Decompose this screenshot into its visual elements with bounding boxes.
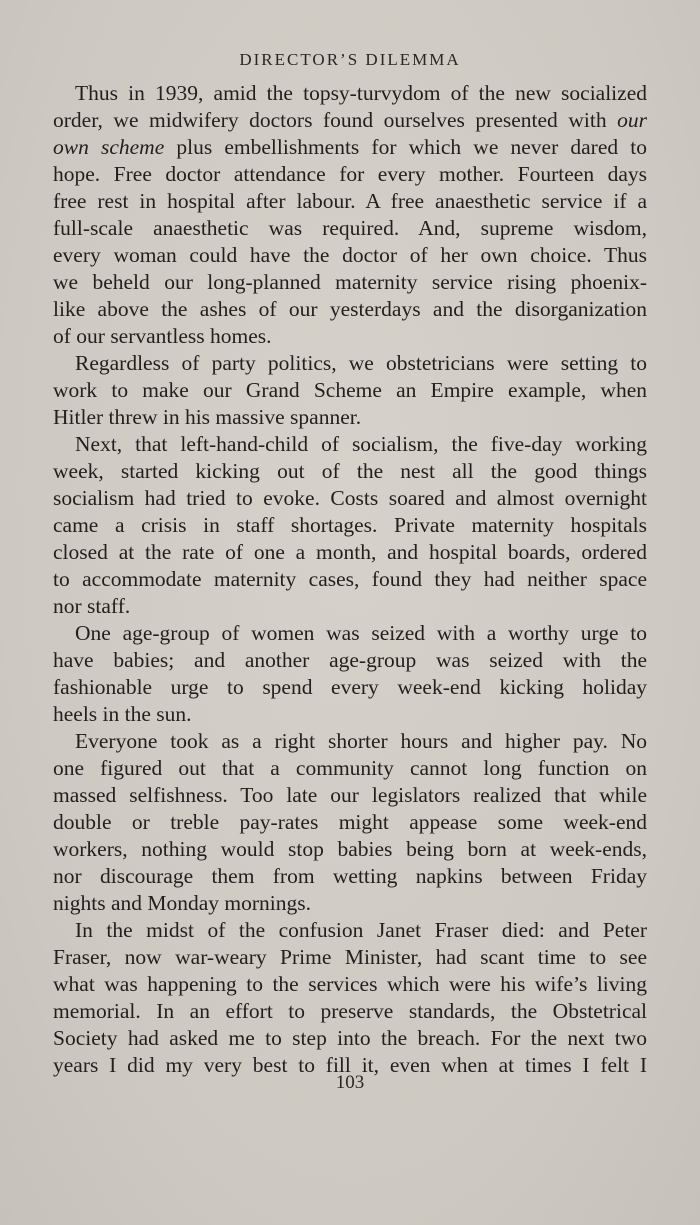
text-line: work to make our Grand Scheme an Empire example, when [53,378,647,402]
italic-phrase: our [617,108,647,132]
text-line: Regardless of party politics, we obstetricians were setting to [75,351,647,375]
text-line: we beheld our long-planned maternity service rising phoenix- [53,270,647,294]
text-line: double or treble pay-rates might appease some week-end [53,810,647,834]
text-line: free rest in hospital after labour. A free anaesthetic service if a [53,189,647,213]
text-line: workers, nothing would stop babies being born at week-ends, [53,837,647,861]
text-line: full-scale anaesthetic was required. And, supreme wisdom, [53,216,647,240]
text-line: nor staff. [53,594,131,618]
text-line: massed selfishness. Too late our legislators realized that while [53,783,647,807]
text-line: to accommodate maternity cases, found they had neither space [53,567,647,591]
text-line: came a crisis in staff shortages. Private maternity hospitals [53,513,647,537]
text-line: hope. Free doctor attendance for every mother. Fourteen days [53,162,647,186]
text-line: Everyone took as a right shorter hours and higher pay. No [75,729,647,753]
text-line: nights and Monday mornings. [53,891,311,915]
text-line: socialism had tried to evoke. Costs soared and almost overnight [53,486,647,510]
text-line: what was happening to the services which were his wife’s living [53,972,647,996]
text-line: nor discourage them from wetting napkins between Friday [53,864,647,888]
text-line: week, started kicking out of the nest all the good things [53,459,647,483]
text-line: Hitler threw in his massive spanner. [53,405,362,429]
text-line: heels in the sun. [53,702,192,726]
text-line: own scheme plus embellishments for which we never dared to [53,135,647,159]
text-line: fashionable urge to spend every week-end kicking holiday [53,675,647,699]
text-line: Next, that left-hand-child of socialism, the five-day working [75,432,647,456]
text-line: Society had asked me to step into the breach. For the next two [53,1026,647,1050]
text-line: Fraser, now war-weary Prime Minister, had scant time to see [53,945,647,969]
text-line: memorial. In an effort to preserve standards, the Obstetrical [53,999,647,1023]
text-line: years I did my very best to fill it, even when at times I felt I [53,1053,647,1077]
body-text [53,80,647,1079]
text-line: One age-group of women was seized with a worthy urge to [75,621,647,645]
text-line: order, we midwifery doctors found ourselves presented with our [53,108,647,132]
text-line: In the midst of the confusion Janet Fraser died: and Peter [75,918,647,942]
running-head: DIRECTOR’S DILEMMA [239,50,461,69]
text-line: like above the ashes of our yesterdays and the disorganization [53,297,647,321]
text-line: of our servantless homes. [53,324,272,348]
page-number: 103 [335,1072,365,1093]
text-line: closed at the rate of one a month, and hospital boards, ordered [53,540,647,564]
text-line: have babies; and another age-group was seized with the [53,648,647,672]
italic-phrase: own scheme [53,135,165,159]
text-line: one figured out that a community cannot long function on [53,756,647,780]
text-line: every woman could have the doctor of her own choice. Thus [53,243,647,267]
text-line: Thus in 1939, amid the topsy-turvydom of the new socialized [75,81,647,105]
